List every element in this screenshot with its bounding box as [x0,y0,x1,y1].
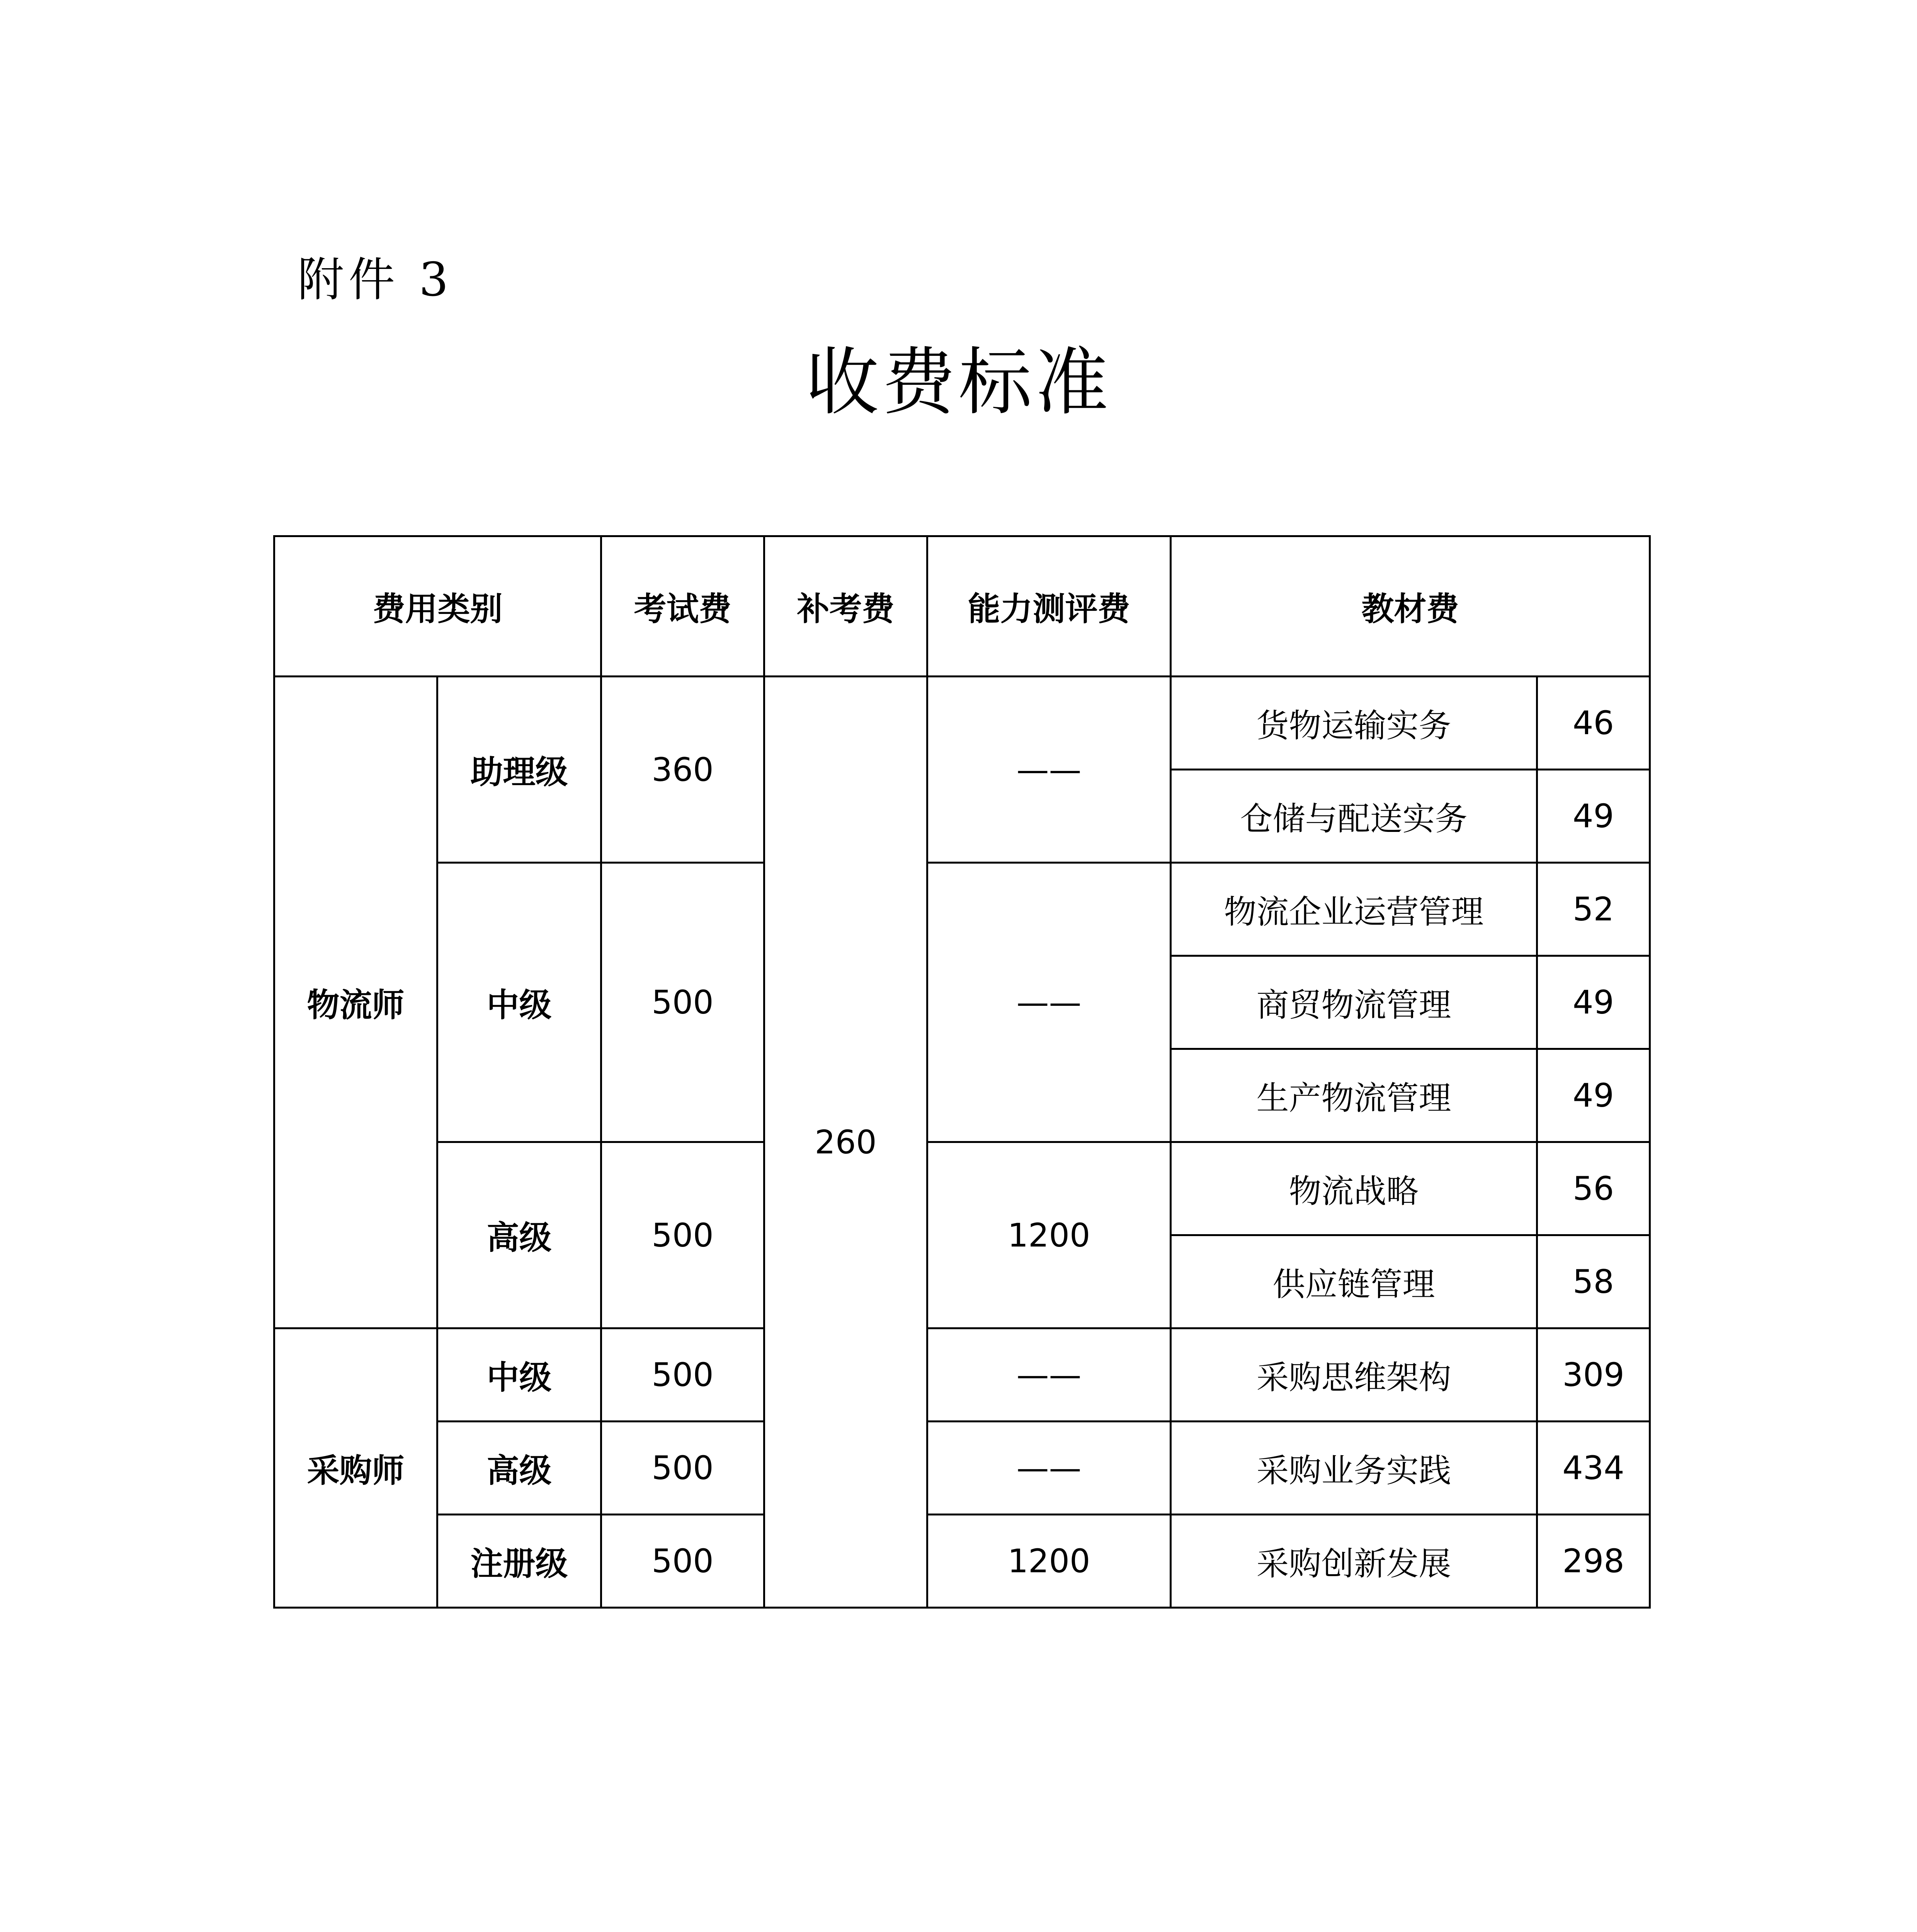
ability-fee-cell: —— [927,863,1171,1142]
book-price: 49 [1537,1049,1650,1142]
exam-fee-cell: 500 [601,1422,764,1515]
book-price: 46 [1537,677,1650,770]
book-name: 仓储与配送实务 [1171,770,1537,863]
book-price: 49 [1537,770,1650,863]
retake-fee-cell: 260 [764,677,927,1608]
book-price: 52 [1537,863,1650,956]
table-row [274,1328,1650,1422]
table-header-row [274,536,1650,677]
book-name: 物流企业运营管理 [1171,863,1537,956]
level-name: 中级 [437,1328,601,1422]
exam-fee-cell: 500 [601,1328,764,1422]
table-row [274,863,1650,956]
level-name: 高级 [437,1142,601,1328]
level-name: 助理级 [437,677,601,863]
fee-standard-table [273,535,1651,1609]
book-price: 434 [1537,1422,1650,1515]
ability-fee-cell: —— [927,1328,1171,1422]
header-exam-fee: 考试费 [601,536,764,677]
book-name: 生产物流管理 [1171,1049,1537,1142]
table-row [274,1515,1650,1608]
header-ability-fee: 能力测评费 [927,536,1171,677]
book-price: 56 [1537,1142,1650,1235]
book-name: 采购思维架构 [1171,1328,1537,1422]
ability-fee-cell: —— [927,1422,1171,1515]
group-name: 采购师 [274,1328,437,1608]
group-name: 物流师 [274,677,437,1328]
exam-fee-cell: 500 [601,1515,764,1608]
book-name: 货物运输实务 [1171,677,1537,770]
table-row [274,1422,1650,1515]
exam-fee-cell: 500 [601,1142,764,1328]
ability-fee-cell: 1200 [927,1515,1171,1608]
book-name: 采购创新发展 [1171,1515,1537,1608]
book-name: 商贸物流管理 [1171,956,1537,1049]
table-row [274,1142,1650,1235]
book-price: 298 [1537,1515,1650,1608]
header-category: 费用类别 [274,536,601,677]
attachment-label: 附件 3 [298,253,453,307]
ability-fee-cell: —— [927,677,1171,863]
book-name: 供应链管理 [1171,1235,1537,1328]
book-price: 309 [1537,1328,1650,1422]
header-textbook-fee: 教材费 [1171,536,1650,677]
level-name: 注册级 [437,1515,601,1608]
level-name: 中级 [437,863,601,1142]
exam-fee-cell: 360 [601,677,764,863]
table-row [274,677,1650,770]
book-price: 58 [1537,1235,1650,1328]
exam-fee-cell: 500 [601,863,764,1142]
header-retake-fee: 补考费 [764,536,927,677]
page-title: 收费标准 [805,340,1112,425]
ability-fee-cell: 1200 [927,1142,1171,1328]
book-name: 物流战略 [1171,1142,1537,1235]
level-name: 高级 [437,1422,601,1515]
book-price: 49 [1537,956,1650,1049]
book-name: 采购业务实践 [1171,1422,1537,1515]
